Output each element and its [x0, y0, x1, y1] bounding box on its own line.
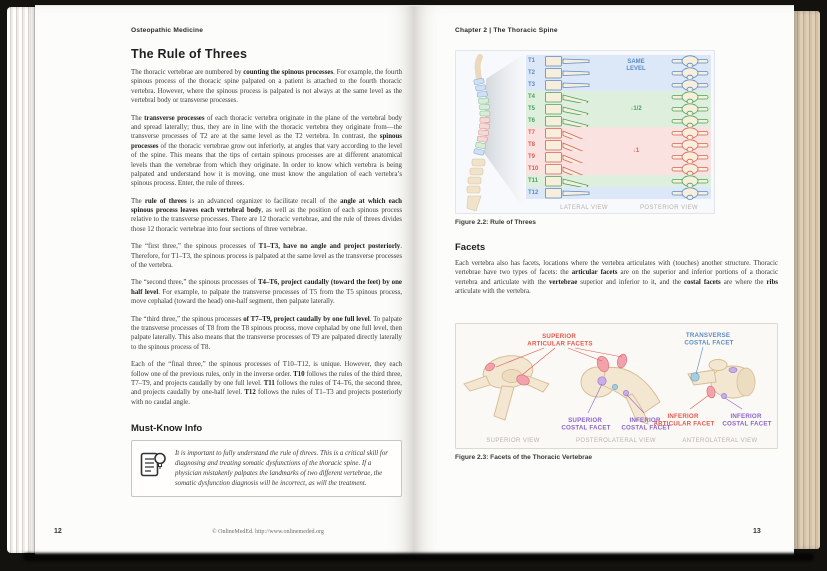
- posterior-vertebra-icon: [670, 151, 710, 163]
- label-inferior-costal-facet-1: INFERIOR COSTAL FACET: [621, 416, 671, 432]
- right-page-content: [455, 27, 778, 461]
- sacrum: [467, 196, 481, 211]
- must-know-heading: Must-Know Info: [131, 423, 203, 435]
- lateral-vertebra-icon: [544, 175, 604, 187]
- paragraph: The transverse processes of each thoracic vertebra originate in the plane of the vertebral body and spread laterally; thus, they are in line with the thoracic vertebra they originate from—the transverse processes of T2 are at the same level as the T2 vertebra. In contrast, the spinous processes of the thoracic vertebrae grow out inferiorly, at angles that vary according to the level of the spine. This means that the tips of certain spinous processes are at different anatomical levels than the vertebrae from which they originate. In order to know which vertebra is being palpated and understand how it is moving, one must know the angulation of each vertebra’s spinous process. Enter, the rule of threes.: [131, 114, 403, 188]
- lateral-vertebra-icon: [544, 55, 604, 67]
- running-header-left: Osteopathic Medicine: [131, 27, 204, 34]
- lateral-vertebra-icon: [544, 91, 604, 103]
- paragraph: Each of the “final three,” the spinous processes of T10–T12, is unique. However, they each follow one of the previous rules, only in the inverse order. T10 follows the rules of the third three, T7–T9, and projects caudally by one full level. T11 follows the rules of T4–T6, the second three, and projects caudally by one-half level. T12 follows the rules of T1–T3 and projects posteriorly with no caudal angle.: [131, 361, 402, 406]
- figure-2-2-caption: Figure 2.2: Rule of Threes: [455, 219, 536, 226]
- level-label: T3: [528, 82, 536, 88]
- posterior-vertebra-icon: [670, 187, 710, 199]
- fig22-row-T6: [526, 115, 711, 127]
- lumbar-spine: [467, 159, 485, 211]
- level-label: T9: [528, 154, 536, 160]
- vertebra-superior-view: [464, 352, 549, 420]
- cervical-spine: [478, 57, 480, 79]
- must-know-box: [131, 440, 402, 497]
- leader-line-inferior-costal-2: [725, 398, 742, 409]
- facets-paragraph-wrap: [455, 259, 778, 297]
- level-label: T10: [528, 166, 539, 172]
- posterior-view-label: POSTERIOR VIEW: [640, 205, 698, 211]
- fig22-row-T11: [526, 175, 711, 187]
- must-know-text: It is important to fully understand the rule of threes. This is a critical skill for diagnosing and treating somatic dysfunctions of the thoracic spine. If a physician mistakenly palpates the landmarks of two different vertebrae, the somatic dysfunction diagnosis will be incorrect, as will the treatment.: [175, 450, 388, 487]
- paragraph: The rule of threes is an advanced organizer to facilitate recall of the angle at which each spinous process leaves each vertebral body, as well as the position of each spinous process relative to the transverse processes. There are 12 thoracic vertebrae, and the rule of threes divides those 12 thoracic vertebrae into four sections of three vertebrae.: [131, 197, 403, 233]
- annotation-full-level: ↓1: [632, 148, 640, 154]
- label-inferior-costal-facet-2: INFERIOR COSTAL FACET: [722, 412, 772, 428]
- page-number-left: 12: [54, 528, 62, 535]
- posterior-vertebra-icon: [670, 175, 710, 187]
- book-shadow: [23, 553, 814, 561]
- leader-line-inferior-articular: [690, 395, 709, 409]
- lateral-view-label: LATERAL VIEW: [560, 205, 608, 211]
- fig22-row-T4: [526, 91, 711, 103]
- body-paragraphs: [131, 68, 402, 407]
- fig22-row-T10: [526, 163, 711, 175]
- posterior-vertebra-icon: [670, 79, 710, 91]
- figure-2-3-caption: Figure 2.3: Facets of the Thoracic Vertebrae: [455, 453, 593, 461]
- posterolateral-view-label: POSTEROLATERAL VIEW: [576, 437, 656, 444]
- posterior-vertebra-icon: [670, 127, 710, 139]
- vertebra-posterolateral-view: [581, 353, 660, 424]
- posterior-vertebra-icon: [670, 91, 710, 103]
- fig22-rows: [526, 55, 711, 199]
- facets-diagram: [456, 324, 777, 448]
- posterior-vertebra-icon: [670, 103, 710, 115]
- level-label: T11: [528, 178, 539, 184]
- paragraph: The thoracic vertebrae are numbered by counting the spinous processes. For example, the fourth spinous process of the thoracic spine palpated on a patient is attached to the fourth thoracic vertebra. However, where the spinous process is palpated is not always at the same level as the vertebral body or transverse processes.: [131, 69, 402, 105]
- leader-line-transverse-costal: [696, 347, 703, 374]
- level-label: T12: [528, 190, 539, 196]
- silhouette-vertebra: [474, 148, 485, 155]
- fig22-row-T3: [526, 79, 711, 91]
- level-label: T5: [528, 106, 536, 112]
- copyright-footer: © OnlineMedEd. http://www.onlinemeded.org: [212, 529, 324, 535]
- level-label: T7: [528, 130, 536, 136]
- lateral-vertebra-icon: [544, 79, 604, 91]
- anterolateral-view-label: ANTEROLATERAL VIEW: [682, 437, 758, 444]
- label-superior-costal-facet: SUPERIOR COSTAL FACET: [561, 416, 611, 432]
- silhouette-vertebra: [475, 85, 486, 91]
- level-label: T1: [528, 58, 536, 64]
- annotation-line: SAME: [627, 59, 645, 65]
- posterior-vertebra-icon: [670, 139, 710, 151]
- annotation-half-level: ↓1/2: [630, 106, 642, 112]
- posterior-vertebra-icon: [670, 67, 710, 79]
- page-number-right: 13: [753, 528, 761, 535]
- figure-2-3: [455, 323, 778, 449]
- paragraph: The “first three,” the spinous processes of T1–T3, have no angle and project posteriorly. Therefore, for T1–T3, the spinous process is palpated at the same level as the transverse processes of the vertebra.: [131, 243, 402, 270]
- silhouette-vertebra: [477, 91, 487, 97]
- silhouette-vertebra: [480, 111, 490, 116]
- right-page-edges: [794, 11, 820, 549]
- lateral-vertebra-icon: [544, 127, 604, 139]
- annotation-line: LEVEL: [626, 65, 646, 72]
- spine-silhouette-icon: [456, 51, 526, 213]
- lateral-vertebra-icon: [544, 115, 604, 127]
- facets-heading: Facets: [455, 242, 486, 253]
- lateral-vertebra-icon: [544, 163, 604, 175]
- facets-paragraph: Each vertebra also has facets, locations where the vertebra articulates with (touches) another structure. Thoracic vertebrae have two types of facets: the articular facets are on the superior and inferior portions of a thoracic vertebra and articulate with the vertebrae superior and inferior to it, and the costal facets are where the ribs articulate with the vertebra.: [455, 260, 779, 296]
- label-inferior-articular-facet: INFERIOR ARTICULAR FACET: [653, 412, 715, 428]
- silhouette-vertebra: [474, 78, 485, 85]
- left-page-edges: [7, 7, 35, 553]
- silhouette-vertebra: [480, 117, 490, 122]
- label-superior-articular-facets: SUPERIOR ARTICULAR FACETS: [527, 332, 593, 348]
- left-page-content: [131, 27, 402, 497]
- section-title: The Rule of Threes: [131, 47, 248, 61]
- silhouette-vertebra: [479, 123, 489, 129]
- label-transverse-costal-facet: TRANSVERSE COSTAL FACET: [684, 331, 734, 347]
- annotation-same-level: [606, 59, 666, 72]
- level-label: T2: [528, 70, 536, 76]
- level-label: T6: [528, 118, 536, 124]
- lateral-vertebra-icon: [544, 103, 604, 115]
- lateral-vertebra-icon: [544, 151, 604, 163]
- fig22-row-T7: [526, 127, 711, 139]
- silhouette-vertebra: [477, 136, 488, 142]
- level-label: T8: [528, 142, 536, 148]
- silhouette-vertebra: [478, 98, 488, 104]
- posterior-vertebra-icon: [670, 55, 710, 67]
- fig22-row-T12: [526, 187, 711, 199]
- silhouette-vertebra: [478, 130, 488, 136]
- paragraph: The “second three,” the spinous processes of T4–T6, project caudally (toward the feet) by one half level. For example, to palpate the transverse processes of T5 from the T5 spinous process, move cephalad (toward the head) one-half segment, then palpate laterally.: [131, 279, 402, 306]
- level-label: T4: [528, 94, 536, 100]
- lateral-vertebra-icon: [544, 139, 604, 151]
- posterior-vertebra-icon: [670, 115, 710, 127]
- silhouette-vertebra: [479, 104, 489, 109]
- posterior-vertebra-icon: [670, 163, 710, 175]
- lateral-vertebra-icon: [544, 67, 604, 79]
- lateral-vertebra-icon: [544, 187, 604, 199]
- magnify-wedge: [484, 53, 526, 211]
- figure-2-2: [455, 50, 715, 214]
- notes-lightbulb-icon: [140, 449, 167, 479]
- paragraph: The “third three,” the spinous processes of T7–T9, project caudally by one full level. To palpate the transverse processes of T8 from the T8 spinous process, move cephalad by one full level, then palpate laterally. This also means that the transverse processes of T9 are palpated directly laterally to the spinous process of T8.: [131, 315, 402, 351]
- superior-view-label: SUPERIOR VIEW: [486, 437, 540, 444]
- running-header-right: Chapter 2 | The Thoracic Spine: [455, 27, 558, 34]
